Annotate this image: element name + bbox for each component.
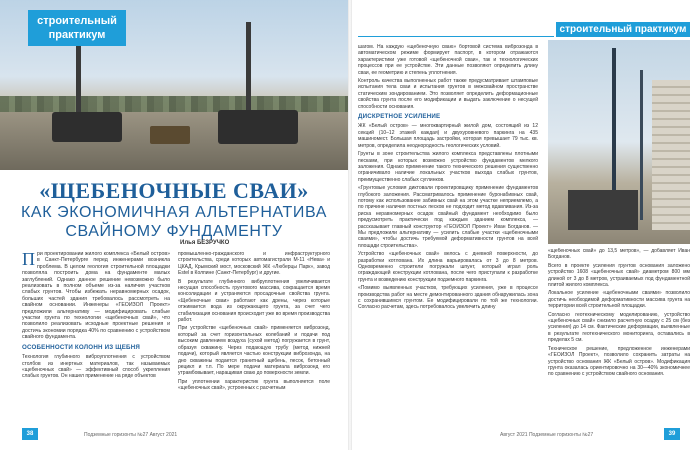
left-page — [0, 0, 348, 450]
section-heading-discrete: ДИСКРЕТНОЕ УСИЛЕНИЕ — [358, 113, 441, 121]
loader — [150, 126, 190, 144]
rubric-rule — [358, 36, 554, 37]
body-paragraph: При уплотнении характеристик грунта выполняется поле «щебеночных свай», устроенных с расчетным — [178, 378, 330, 392]
lead-paragraph — [22, 251, 170, 341]
subtitle-line-1: КАК ЭКОНОМИЧНАЯ АЛЬТЕРНАТИВА — [21, 204, 327, 221]
rig-body — [568, 190, 638, 230]
body-paragraph: «щебеночных свай» до 13,5 метров», — добавляет Иван Богданов. — [548, 248, 690, 261]
section-heading-columns: ОСОБЕННОСТИ КОЛОНН ИЗ ЩЕБНЯ — [22, 343, 141, 351]
body-paragraph: Устройство «щебеночных свай» велось с дневной поверхности, до разработки котлована. Их длина варьировалась от 3 до 8 метров. Одновременно строители погружали шпунт, который играл роль ограждающей конструкции котлована, после чего приступали к разработке грунта и возведению конструкции подземного паркинга. — [358, 251, 538, 283]
building — [652, 80, 690, 230]
body-paragraph: «Грунтовые условия диктовали проектировщику применение фундаментов глубокого заложения. Рассматривалось применение буронабивных свай, потому как использование забивных свай на этом участке неприемлемо, а по причине наличия постных песков не подходит метод вдавливания. Из-за риска неравномерных осадок свайный фундамент необходимо было предусмотреть практически под каждым зданием комплекса, — рассказывает главный конструктор «ГЕОИЗОЛ Проект» Иван Богданов. — Мы предложили альтернативу — усилить слабые участки «щебеночными сваями», чтобы достичь требуемой деформативности грунтов на всей площади строительства». — [358, 185, 538, 249]
crane-mast-2 — [640, 70, 643, 220]
dropcap: П — [22, 251, 35, 269]
body-paragraph: Технология глубинного виброуплотнения с устройством столбов из инертных материалов, так называемых «щебеночных свай» — эффективный способ укрепления слабых грунтов. Он нашел применение на ряде объектов — [22, 354, 170, 380]
left-column-2 — [178, 251, 330, 411]
body-paragraph: «Помимо выявленных участков, требующих усиления, уже в процессе производства работ на месте демонтированного здания обнаружилась зона с сохранившимся грунтом. Ее модифицировали по той же технологии. Согласно расчетам, здесь потребовалось увеличить длину — [358, 285, 538, 311]
site-photo — [548, 40, 690, 244]
rubric-line-2: практикум — [48, 29, 106, 41]
body-paragraph: Согласно геотехническому моделированию, устройство «щебеночных свай» снизило расчетную осадку с 25 см (без усиления) до 14 см. Фактические деформации, выявленные в результате геотехнического мониторинга, оставались в пределах 5 см. — [548, 311, 690, 344]
rubric-tab — [28, 10, 126, 46]
lead-text: ри проектировании жилого комплекса «Белый остров» в Санкт-Петербурге перед инженерами возникла проблема. В целом геология строительной площадки позволяла построить дома на фундаменте малых заглублений. Однако данное решение невозможно было реализовать в полном объеме из-за наличия участков слабых грунтов. Чтобы избежать неравномерных осадок, больших частей здания требовалось рассмотреть на свайном основании. Инженеры «ГЕОИЗОЛ Проект» предложили альтернативу — модифицировать слабые участки грунта по технологии «щебеночных свай», что позволило реализовать исходные проектные решения и достичь экономии порядка 40% по сравнению с устройством свайного фундамента. — [22, 251, 170, 341]
rubric-label: строительный практикум — [559, 24, 687, 35]
page-number: 39 — [664, 428, 680, 440]
right-column-1 — [358, 44, 538, 410]
hero-photo — [0, 0, 348, 170]
right-page — [352, 0, 700, 450]
rig-body-2 — [218, 110, 298, 144]
body-paragraph: промышленно-гражданского и инфраструктурного строительства, среди которых автомагистрали М-11 «Нева» и ЦКАД, Крымский мост, московский ЖК «Люберцы Парк», завод Estel в Колпине (Санкт-Петербург) и другие. — [178, 251, 330, 277]
subtitle-line-2: СВАЙНОМУ ФУНДАМЕНТУ — [65, 223, 283, 240]
article-title: «ЩЕБЕНОЧНЫЕ СВАИ» — [39, 178, 309, 203]
body-paragraph: В результате глубинного вибруплотнения увеличивается несущая способность грунтового массива, сокращается время консолидации и устраняются просадочные свойства грунта. «Щебеночные сваи» работают как дрены, через которые отжимается вода из окружающего грунта, за счет чего стабилизация основания происходит уже во время производства работ. — [178, 278, 330, 324]
article-subtitle — [14, 203, 334, 241]
page-number: 38 — [22, 428, 38, 440]
rubric-tab — [556, 22, 690, 37]
body-paragraph: Локальное усиление «щебеночными сваями» позволило достичь необходимой деформативности массива грунта на территории всей строительной площадки. — [548, 290, 690, 310]
body-paragraph: Грунты в зоне строительства жилого комплекса представлены плотными песками, при которых возможно устройство фундаментов мелкого заложения. Однако применение такого технического решения существенно ограничивало наличие локальных участков выхода слабых грунтов, преимущественно слабых суглинков. — [358, 151, 538, 183]
rig-body-1 — [52, 112, 122, 142]
footer-meta: Август 2021 Подземные горизонты №27 — [500, 432, 594, 438]
body-paragraph: При устройстве «щебеночных свай» применяется виброзонд, который за счет горизонтальных колебаний и подачи под высоким давлением воздуха (сухой метод) погружается в грунт, образуя скважину. Через подающую трубу (метод нижней подачи), который является частью конструкции виброзонда, на дно скважины подается гранитный щебень, песок, бетонный рецикл и т.п. По мере подачи материала виброзонд его утрамбовывает, наращивая сваю до поверхности земли. — [178, 325, 330, 377]
left-column-1 — [22, 251, 170, 411]
right-column-2 — [548, 248, 690, 414]
body-paragraph: Техническое решение, предложенное инженерами «ГЕОИЗОЛ Проект», позволило сохранить затраты на устройство основания ЖК «Белый остров». Модификация грунта оказалась ориентировочно на 30—40% экономичнее по сравнению с устройством свайного основания. — [548, 345, 690, 378]
body-paragraph: ЖК «Белый остров» — многоквартирный жилой дом, состоящий из 12 секций (10–12 этажей каждая) и двухуровневого паркинга на 435 машиномест. Большая площадь застройки, которая превышает 79 тыс. кв. метров, определила неоднородность геологических условий. — [358, 123, 538, 149]
body-paragraph: Всего в проекте усиления грунтов основания заложено устройство 1608 «щебеночных свай» диаметром 800 мм длиной от 3 до 8 метров, устраиваемых под фундаментной плитой жилого комплекса. — [548, 262, 690, 289]
body-paragraph: Контроль качества выполненных работ также предусматривает штамповые испытания тела сваи и испытания грунтов в межсвайном пространстве статическим зондированием. Это позволяет определить деформационные свойства грунта после его модификации и выдать заключение о несущей способности основания. — [358, 78, 538, 110]
footer-meta: Подземные горизонты №27 Август 2021 — [84, 432, 178, 438]
rubric-line-1: строительный — [37, 15, 117, 27]
body-paragraph: шагом. На каждую «щебеночную сваю» бортовой система виброзонда в автоматическом режиме формирует паспорт, в котором отражаются характеристики уже готовой «щебеночной сваи», так и технологических процессов при ее устройстве. Эти данные позволяют определить длину сваи, ее геометрию и степень уплотнения. — [358, 44, 538, 76]
author-byline: Илья БЕЗРУЧКО — [180, 240, 230, 246]
